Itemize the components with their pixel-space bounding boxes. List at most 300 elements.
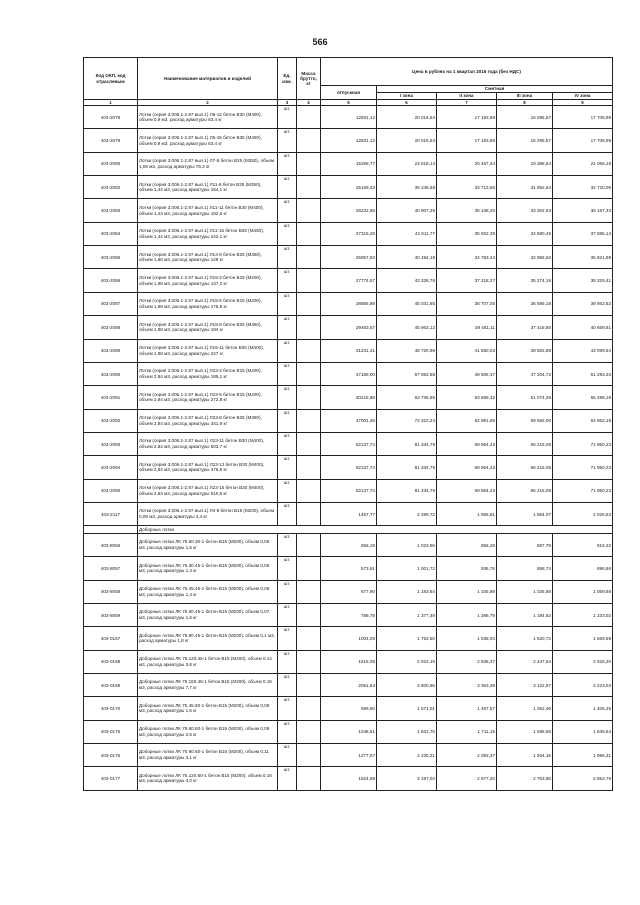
- item-code: 403-2086: [84, 269, 138, 292]
- item-name: Доборные лотки ЛК 75.150.45-1 бетон В15 (М200), объем 0,16 м3, расход арматуры 7,7 кг: [138, 673, 278, 696]
- release-price: 656,19: [321, 533, 377, 556]
- item-unit: шт.: [278, 557, 297, 580]
- estimate-price-zone-1: 81 334,79: [377, 456, 437, 479]
- estimate-price-zone-4: 51 293,33: [553, 362, 613, 385]
- estimate-price-zone-4: 71 950,23: [553, 432, 613, 455]
- estimate-price-zone-2: 1 966,81: [437, 502, 497, 525]
- item-mass: [297, 246, 321, 269]
- estimate-price-zone-2: 2 083,37: [437, 743, 497, 766]
- release-price: 1616,06: [321, 650, 377, 673]
- release-price: 40215,86: [321, 386, 377, 409]
- item-code: 403-2117: [84, 502, 138, 525]
- item-name: Лотки (серия 3.006.1-2.87 вып.1) Л23-12 бетон В30 (М400), объем 2,84 м3, расход арматуры 476,5 кг: [138, 456, 278, 479]
- estimate-price-zone-3: 51 074,39: [497, 386, 553, 409]
- release-price: 12831,13: [321, 106, 377, 129]
- table-row: [84, 650, 613, 673]
- item-code: 403-2078: [84, 106, 138, 129]
- item-unit: шт.: [278, 720, 297, 743]
- release-price: 1004,09: [321, 627, 377, 650]
- item-unit: шт.: [278, 673, 297, 696]
- estimate-price-zone-4: 71 950,23: [553, 479, 613, 502]
- column-number: 2: [138, 100, 278, 106]
- release-price: 52137,74: [321, 432, 377, 455]
- estimate-price-zone-2: 17 193,68: [437, 129, 497, 152]
- header-code: Код ОКП, код отраслевым: [84, 58, 138, 100]
- estimate-price-zone-4: 896,66: [553, 557, 613, 580]
- item-mass: [297, 479, 321, 502]
- table-row: [84, 456, 613, 479]
- item-mass: [297, 409, 321, 432]
- table-row: [84, 580, 613, 603]
- estimate-price-zone-4: 1 639,64: [553, 720, 613, 743]
- column-number: 3: [278, 100, 297, 106]
- estimate-price-zone-2: 69 864,43: [437, 456, 497, 479]
- item-code: 403-0175: [84, 720, 138, 743]
- release-price: 1467,77: [321, 502, 377, 525]
- estimate-price-zone-2: 49 806,37: [437, 362, 497, 385]
- item-name: Лотки (серия 3.006.1-2.87 вып.1) Л6-15 бетон В35 (М450), объем 0,9 м3, расход арматуры 83,4 кг: [138, 129, 278, 152]
- estimate-price-zone-2: 1 286,79: [437, 603, 497, 626]
- estimate-price-zone-3: 887,79: [497, 533, 553, 556]
- item-name: Лотки (серия 3.006.1-2.87 вып.1) Л14-8 бетон В25 (М350), объем 1,86 м3, расход арматуры 149 кг: [138, 246, 278, 269]
- release-price: 573,61: [321, 557, 377, 580]
- item-unit: шт.: [278, 502, 297, 525]
- item-code: 403-8058: [84, 580, 138, 603]
- estimate-price-zone-1: 45 963,12: [377, 316, 437, 339]
- header-zone-3: III зона: [497, 93, 553, 100]
- header-zone-2: II зона: [437, 93, 497, 100]
- item-code: 403-2089: [84, 339, 138, 362]
- item-code: 403-0169: [84, 673, 138, 696]
- item-code: 403-0177: [84, 767, 138, 790]
- item-name: Доборные лотки ЛК 75.60.45-1 бетон В15 (М200), объем 0,07 м3, расход арматуры 1,6 кг: [138, 603, 278, 626]
- item-mass: [297, 386, 321, 409]
- page-number: 566: [312, 37, 328, 47]
- item-code: 403-2095: [84, 479, 138, 502]
- item-mass: [297, 557, 321, 580]
- item-mass: [297, 533, 321, 556]
- estimate-price-zone-3: 32 966,52: [497, 246, 553, 269]
- column-number: 8: [497, 100, 553, 106]
- estimate-price-zone-1: 39 248,68: [377, 176, 437, 199]
- item-unit: шт.: [278, 409, 297, 432]
- column-number: 4: [297, 100, 321, 106]
- item-code: 403-2085: [84, 246, 138, 269]
- estimate-price-zone-1: 73 322,24: [377, 409, 437, 432]
- item-mass: [297, 199, 321, 222]
- estimate-price-zone-1: 1 001,72: [377, 557, 437, 580]
- item-mass: [297, 580, 321, 603]
- estimate-price-zone-2: 1 467,57: [437, 697, 497, 720]
- table-row: [84, 362, 613, 385]
- item-code: 403-8057: [84, 557, 138, 580]
- table-row: [84, 767, 613, 790]
- estimate-price-zone-1: 20 016,54: [377, 129, 437, 152]
- estimate-price-zone-4: 3 223,03: [553, 673, 613, 696]
- estimate-price-zone-4: 37 695,14: [553, 222, 613, 245]
- estimate-price-zone-2: 36 602,39: [437, 222, 497, 245]
- table-row: [84, 432, 613, 455]
- release-price: 52137,74: [321, 456, 377, 479]
- estimate-price-zone-2: 69 864,43: [437, 479, 497, 502]
- estimate-price-zone-2: 37 218,27: [437, 269, 497, 292]
- table-row: [84, 720, 613, 743]
- item-unit: шт.: [278, 697, 297, 720]
- estimate-price-zone-3: 47 204,72: [497, 362, 553, 385]
- table-row: [84, 269, 613, 292]
- header-price-title: Цена в рублях на 1 квартал 2016 года (без НДС): [321, 58, 613, 86]
- item-mass: [297, 720, 321, 743]
- estimate-price-zone-2: 34 783,44: [437, 246, 497, 269]
- item-mass: [297, 603, 321, 626]
- estimate-price-zone-4: 1 059,68: [553, 580, 613, 603]
- estimate-price-zone-3: 36 685,18: [497, 292, 553, 315]
- item-unit: шт.: [278, 339, 297, 362]
- estimate-price-zone-1: 1 571,01: [377, 697, 437, 720]
- table-row: [84, 697, 613, 720]
- item-unit: шт.: [278, 199, 297, 222]
- item-name: Лотки (серия 3.006.1-2.87 вып.1) Л11-8 бетон В25 (М350), объем 1,44 м3, расход арматуры 164,1 кг: [138, 176, 278, 199]
- estimate-price-zone-4: 1 233,02: [553, 603, 613, 626]
- item-unit: шт.: [278, 743, 297, 766]
- item-unit: шт.: [278, 650, 297, 673]
- estimate-price-zone-2: 33 713,56: [437, 176, 497, 199]
- item-code: 403-0176: [84, 743, 138, 766]
- item-name: Доборные лотки ЛК 75.60.60-1 бетон В15 (М200), объем 0,09 м3, расход арматуры 2,6 кг: [138, 720, 278, 743]
- estimate-price-zone-4: 39 862,82: [553, 292, 613, 315]
- estimate-price-zone-3: 16 295,57: [497, 129, 553, 152]
- table-row: [84, 557, 613, 580]
- item-unit: шт.: [278, 627, 297, 650]
- release-price: 12831,13: [321, 129, 377, 152]
- release-price: 27315,26: [321, 222, 377, 245]
- release-price: 1277,07: [321, 743, 377, 766]
- estimate-price-zone-2: 936,76: [437, 557, 497, 580]
- release-price: 31231,41: [321, 339, 377, 362]
- estimate-price-zone-4: 40 659,81: [553, 316, 613, 339]
- item-code: 403-2093: [84, 432, 138, 455]
- table-row: [84, 386, 613, 409]
- estimate-price-zone-1: 2 822,19: [377, 650, 437, 673]
- item-code: 403-0170: [84, 697, 138, 720]
- estimate-price-zone-4: 36 187,33: [553, 199, 613, 222]
- item-code: 403-2088: [84, 316, 138, 339]
- column-number: 1: [84, 100, 138, 106]
- table-row: [84, 199, 613, 222]
- table-row: [84, 246, 613, 269]
- item-mass: [297, 339, 321, 362]
- item-unit: шт.: [278, 176, 297, 199]
- item-name: Лотки (серия 3.006.1-2.87 вып.1) Л15-8 бетон В25 (М350), объем 1,98 м3, расход арматуры 194 кг: [138, 316, 278, 339]
- item-code: 403-2090: [84, 362, 138, 385]
- estimate-price-zone-1: 45 031,85: [377, 292, 437, 315]
- column-number: 5: [321, 100, 377, 106]
- estimate-price-zone-3: 31 952,54: [497, 176, 553, 199]
- release-price: 25159,43: [321, 176, 377, 199]
- estimate-price-zone-1: 2 289,72: [377, 502, 437, 525]
- item-mass: [297, 432, 321, 455]
- estimate-price-zone-1: 57 983,58: [377, 362, 437, 385]
- estimate-price-zone-3: 868,74: [497, 557, 553, 580]
- table-row: [84, 129, 613, 152]
- item-name: Лотки (серия 3.006.1-2.87 вып.1) Л23-15 бетон В30 (М400), объем 2,84 м3, расход арматуры 510,5 кг: [138, 479, 278, 502]
- estimate-price-zone-4: 21 068,19: [553, 152, 613, 175]
- estimate-price-zone-3: 1 934,15: [497, 743, 553, 766]
- item-mass: [297, 362, 321, 385]
- estimate-price-zone-4: 71 950,23: [553, 456, 613, 479]
- item-name: Лотки (серия 3.006.1-2.87 вып.1) Л7-8 бетон В25 (М350), объем 1,06 м3, расход арматуры 76,3 кг: [138, 152, 278, 175]
- release-price: 52137,74: [321, 479, 377, 502]
- section-label: Доборные лотки: [138, 526, 613, 534]
- estimate-price-zone-4: 17 706,99: [553, 129, 613, 152]
- item-unit: шт.: [278, 603, 297, 626]
- item-name: Доборные лотки ЛК 75.45.60-1 бетон В15 (М200), объем 0,08 м3, расход арматуры 1,6 кг: [138, 697, 278, 720]
- estimate-price-zone-3: 59 692,00: [497, 409, 553, 432]
- estimate-price-zone-3: 37 418,80: [497, 316, 553, 339]
- estimate-price-zone-1: 48 720,96: [377, 339, 437, 362]
- estimate-price-zone-1: 1 183,84: [377, 580, 437, 603]
- release-price: 15268,77: [321, 152, 377, 175]
- release-price: 37169,00: [321, 362, 377, 385]
- estimate-price-zone-4: 17 706,99: [553, 106, 613, 129]
- item-name: Лотки (серия 3.006.1-2.87 вып.1) Л15-5 бетон В15 (М200), объем 1,98 м3, расход арматуры 176,8 кг: [138, 292, 278, 315]
- item-code: 403-2084: [84, 222, 138, 245]
- estimate-price-zone-2: 3 363,39: [437, 673, 497, 696]
- estimate-price-zone-4: 35 821,89: [553, 246, 613, 269]
- item-unit: шт.: [278, 316, 297, 339]
- estimate-price-zone-3: 66 215,06: [497, 479, 553, 502]
- header-zone-1: I зона: [377, 93, 437, 100]
- estimate-price-zone-1: 42 611,77: [377, 222, 437, 245]
- estimate-price-zone-1: 1 831,76: [377, 720, 437, 743]
- item-code: 403-8056: [84, 533, 138, 556]
- header-estimate: Сметная: [377, 86, 613, 93]
- table-row: [84, 316, 613, 339]
- estimate-price-zone-3: 66 215,06: [497, 432, 553, 455]
- item-mass: [297, 176, 321, 199]
- item-name: Лотки (серия 3.006.1-2.87 вып.1) Л23-8 бетон В25 (М350), объем 2,84 м3, расход арматуры 341,9 кг: [138, 409, 278, 432]
- item-unit: шт.: [278, 479, 297, 502]
- estimate-price-zone-2: 62 981,89: [437, 409, 497, 432]
- item-name: Лотки (серия 3.006.1-2.87 вып.1) Л23-11 бетон В30 (М400), объем 2,84 м3, расход арматуры 503,7 кг: [138, 432, 278, 455]
- item-code: 403-2080: [84, 152, 138, 175]
- item-unit: шт.: [278, 456, 297, 479]
- item-name: Доборные лотки ЛК 75.90.45-1 бетон В15 (М200), объем 0,1 м3, расход арматуры 1,8 кг: [138, 627, 278, 650]
- estimate-price-zone-2: 1 711,15: [437, 720, 497, 743]
- table-row: [84, 106, 613, 129]
- item-mass: [297, 767, 321, 790]
- column-number: 9: [553, 100, 613, 106]
- table-row: [84, 222, 613, 245]
- item-code: 403-0168: [84, 650, 138, 673]
- estimate-price-zone-3: 1 362,46: [497, 697, 553, 720]
- estimate-price-zone-1: 1 023,66: [377, 533, 437, 556]
- item-unit: шт.: [278, 580, 297, 603]
- estimate-price-zone-1: 81 334,79: [377, 479, 437, 502]
- item-unit: шт.: [278, 432, 297, 455]
- estimate-price-zone-4: 1 996,31: [553, 743, 613, 766]
- header-release: отпускная: [321, 86, 377, 100]
- table-row: [84, 502, 613, 525]
- table-row: [84, 743, 613, 766]
- table-row: [84, 409, 613, 432]
- item-mass: [297, 292, 321, 315]
- estimate-price-zone-3: 1 026,68: [497, 580, 553, 603]
- estimate-price-zone-3: 39 663,88: [497, 339, 553, 362]
- release-price: 47001,48: [321, 409, 377, 432]
- item-mass: [297, 627, 321, 650]
- item-code: 403-2087: [84, 292, 138, 315]
- item-mass: [297, 106, 321, 129]
- estimate-price-zone-2: 856,29: [437, 533, 497, 556]
- item-name: Доборные лотки ЛК 75.60.30-1 бетон В15 (М200), объем 0,05 м3, расход арматуры 1,5 кг: [138, 533, 278, 556]
- estimate-price-zone-4: 2 852,79: [553, 767, 613, 790]
- estimate-price-zone-2: 2 636,37: [437, 650, 497, 673]
- item-unit: шт.: [278, 246, 297, 269]
- item-unit: шт.: [278, 292, 297, 315]
- estimate-price-zone-3: 1 864,07: [497, 502, 553, 525]
- item-name: Доборные лотки ЛК 75.90.60-1 бетон В15 (М200), объем 0,11 м3, расход арматуры 3,1 кг: [138, 743, 278, 766]
- item-name: Лотки (серия 3.006.1-2.87 вып.1) Л23-5 бетон В15 (М200), объем 2,84 м3, расход арматуры 272,8 кг: [138, 386, 278, 409]
- item-unit: шт.: [278, 222, 297, 245]
- estimate-price-zone-3: 35 274,16: [497, 269, 553, 292]
- estimate-price-zone-1: 1 377,49: [377, 603, 437, 626]
- estimate-price-zone-2: 1 105,89: [437, 580, 497, 603]
- item-code: 403-2079: [84, 129, 138, 152]
- table-row: [84, 673, 613, 696]
- item-code: 403-2082: [84, 176, 138, 199]
- item-name: Доборные лотки ЛК 75.120.45-1 бетон В15 (М200), объем 0,14 м3, расход арматуры 3,8 кг: [138, 650, 278, 673]
- release-price: 2061,63: [321, 673, 377, 696]
- estimate-price-zone-3: 1 194,62: [497, 603, 553, 626]
- estimate-price-zone-2: 35 138,20: [437, 199, 497, 222]
- item-unit: шт.: [278, 269, 297, 292]
- section-row: [84, 526, 613, 534]
- estimate-price-zone-3: 16 295,57: [497, 106, 553, 129]
- estimate-price-zone-4: 2 526,20: [553, 650, 613, 673]
- estimate-price-zone-2: 69 864,43: [437, 432, 497, 455]
- estimate-price-zone-3: 1 588,59: [497, 720, 553, 743]
- estimate-price-zone-4: 55 498,18: [553, 386, 613, 409]
- release-price: 899,60: [321, 697, 377, 720]
- estimate-price-zone-2: 20 457,44: [437, 152, 497, 175]
- estimate-price-zone-1: 40 494,18: [377, 246, 437, 269]
- estimate-price-zone-4: 43 099,64: [553, 339, 613, 362]
- estimate-price-zone-3: 33 302,63: [497, 199, 553, 222]
- estimate-price-zone-4: 1 406,25: [553, 697, 613, 720]
- item-mass: [297, 650, 321, 673]
- estimate-price-zone-4: 38 329,41: [553, 269, 613, 292]
- release-price: 28865,89: [321, 292, 377, 315]
- estimate-price-zone-3: 2 447,54: [497, 650, 553, 673]
- item-mass: [297, 316, 321, 339]
- estimate-price-zone-2: 2 977,20: [437, 767, 497, 790]
- item-mass: [297, 129, 321, 152]
- table-row: [84, 292, 613, 315]
- estimate-price-zone-1: 2 230,21: [377, 743, 437, 766]
- header-zone-4: IV зона: [553, 93, 613, 100]
- release-price: 26222,65: [321, 199, 377, 222]
- item-mass: [297, 269, 321, 292]
- item-mass: [297, 743, 321, 766]
- estimate-price-zone-2: 17 193,68: [437, 106, 497, 129]
- estimate-price-zone-4: 916,32: [553, 533, 613, 556]
- release-price: 27774,57: [321, 269, 377, 292]
- table-row: [84, 533, 613, 556]
- table-row: [84, 603, 613, 626]
- estimate-price-zone-3: 3 122,57: [497, 673, 553, 696]
- column-number: 7: [437, 100, 497, 106]
- item-name: Лотки (серия 3.006.1-2.87 вып.1) Л11-11 бетон В30 (М400), объем 1,44 м3, расход арматуры 192,5 кг: [138, 199, 278, 222]
- item-mass: [297, 456, 321, 479]
- estimate-price-zone-4: 1 569,59: [553, 627, 613, 650]
- estimate-price-zone-2: 41 850,03: [437, 339, 497, 362]
- item-name: Лотки (серия 3.006.1-2.87 вып.1) Л15-11 бетон В30 (М400), объем 1,98 м3, расход арматуры 247 кг: [138, 339, 278, 362]
- item-code: 403-2083: [84, 199, 138, 222]
- price-table-body: [84, 106, 613, 791]
- release-price: 1048,81: [321, 720, 377, 743]
- estimate-price-zone-2: 53 889,32: [437, 386, 497, 409]
- estimate-price-zone-1: 62 736,86: [377, 386, 437, 409]
- estimate-price-zone-1: 1 753,50: [377, 627, 437, 650]
- estimate-price-zone-1: 81 334,79: [377, 432, 437, 455]
- estimate-price-zone-3: 19 388,64: [497, 152, 553, 175]
- item-code: 403-2091: [84, 386, 138, 409]
- item-mass: [297, 222, 321, 245]
- item-unit: шт.: [278, 106, 297, 129]
- estimate-price-zone-4: 2 025,53: [553, 502, 613, 525]
- item-code: 403-2094: [84, 456, 138, 479]
- estimate-price-zone-2: 38 707,05: [437, 292, 497, 315]
- item-mass: [297, 697, 321, 720]
- item-name: Доборные лотки ЛК 75.30.45-1 бетон В15 (М200), объем 0,05 м3, расход арматуры 1,3 кг: [138, 557, 278, 580]
- estimate-price-zone-3: 1 520,72: [497, 627, 553, 650]
- item-unit: шт.: [278, 152, 297, 175]
- estimate-price-zone-3: 66 215,06: [497, 456, 553, 479]
- estimate-price-zone-4: 64 862,18: [553, 409, 613, 432]
- table-row: [84, 176, 613, 199]
- header-unit: Ед. изм.: [278, 58, 297, 100]
- release-price: 29463,57: [321, 316, 377, 339]
- item-name: Лотки (серия 3.006.1-2.87 вып.1) Л23-3 бетон В15 (М200), объем 2,84 м3, расход арматуры 185,1 кг: [138, 362, 278, 385]
- table-row: [84, 339, 613, 362]
- estimate-price-zone-2: 39 481,11: [437, 316, 497, 339]
- item-unit: шт.: [278, 362, 297, 385]
- item-code: 403-0167: [84, 627, 138, 650]
- estimate-price-zone-1: 40 907,29: [377, 199, 437, 222]
- item-unit: шт.: [278, 533, 297, 556]
- release-price: 788,78: [321, 603, 377, 626]
- estimate-price-zone-3: 2 763,96: [497, 767, 553, 790]
- item-unit: шт.: [278, 129, 297, 152]
- release-price: 677,90: [321, 580, 377, 603]
- table-row: [84, 479, 613, 502]
- estimate-price-zone-1: 43 328,76: [377, 269, 437, 292]
- item-code: 403-8059: [84, 603, 138, 626]
- estimate-price-zone-1: 20 016,54: [377, 106, 437, 129]
- item-unit: шт.: [278, 767, 297, 790]
- item-code: 403-2092: [84, 409, 138, 432]
- item-name: Лотки (серия 3.006.1-2.87 вып.1) Л6-12 бетон В30 (М400), объем 0,9 м3, расход арматуры 83,4 кг: [138, 106, 278, 129]
- column-number: 6: [377, 100, 437, 106]
- table-row: [84, 627, 613, 650]
- table-row: [84, 152, 613, 175]
- estimate-price-zone-1: 23 818,14: [377, 152, 437, 175]
- estimate-price-zone-3: 34 690,45: [497, 222, 553, 245]
- item-name: Доборные лотки ЛК 75.45.45-1 бетон В15 (М200), объем 0,06 м3, расход арматуры 1,4 кг: [138, 580, 278, 603]
- item-mass: [297, 152, 321, 175]
- estimate-price-zone-1: 3 187,04: [377, 767, 437, 790]
